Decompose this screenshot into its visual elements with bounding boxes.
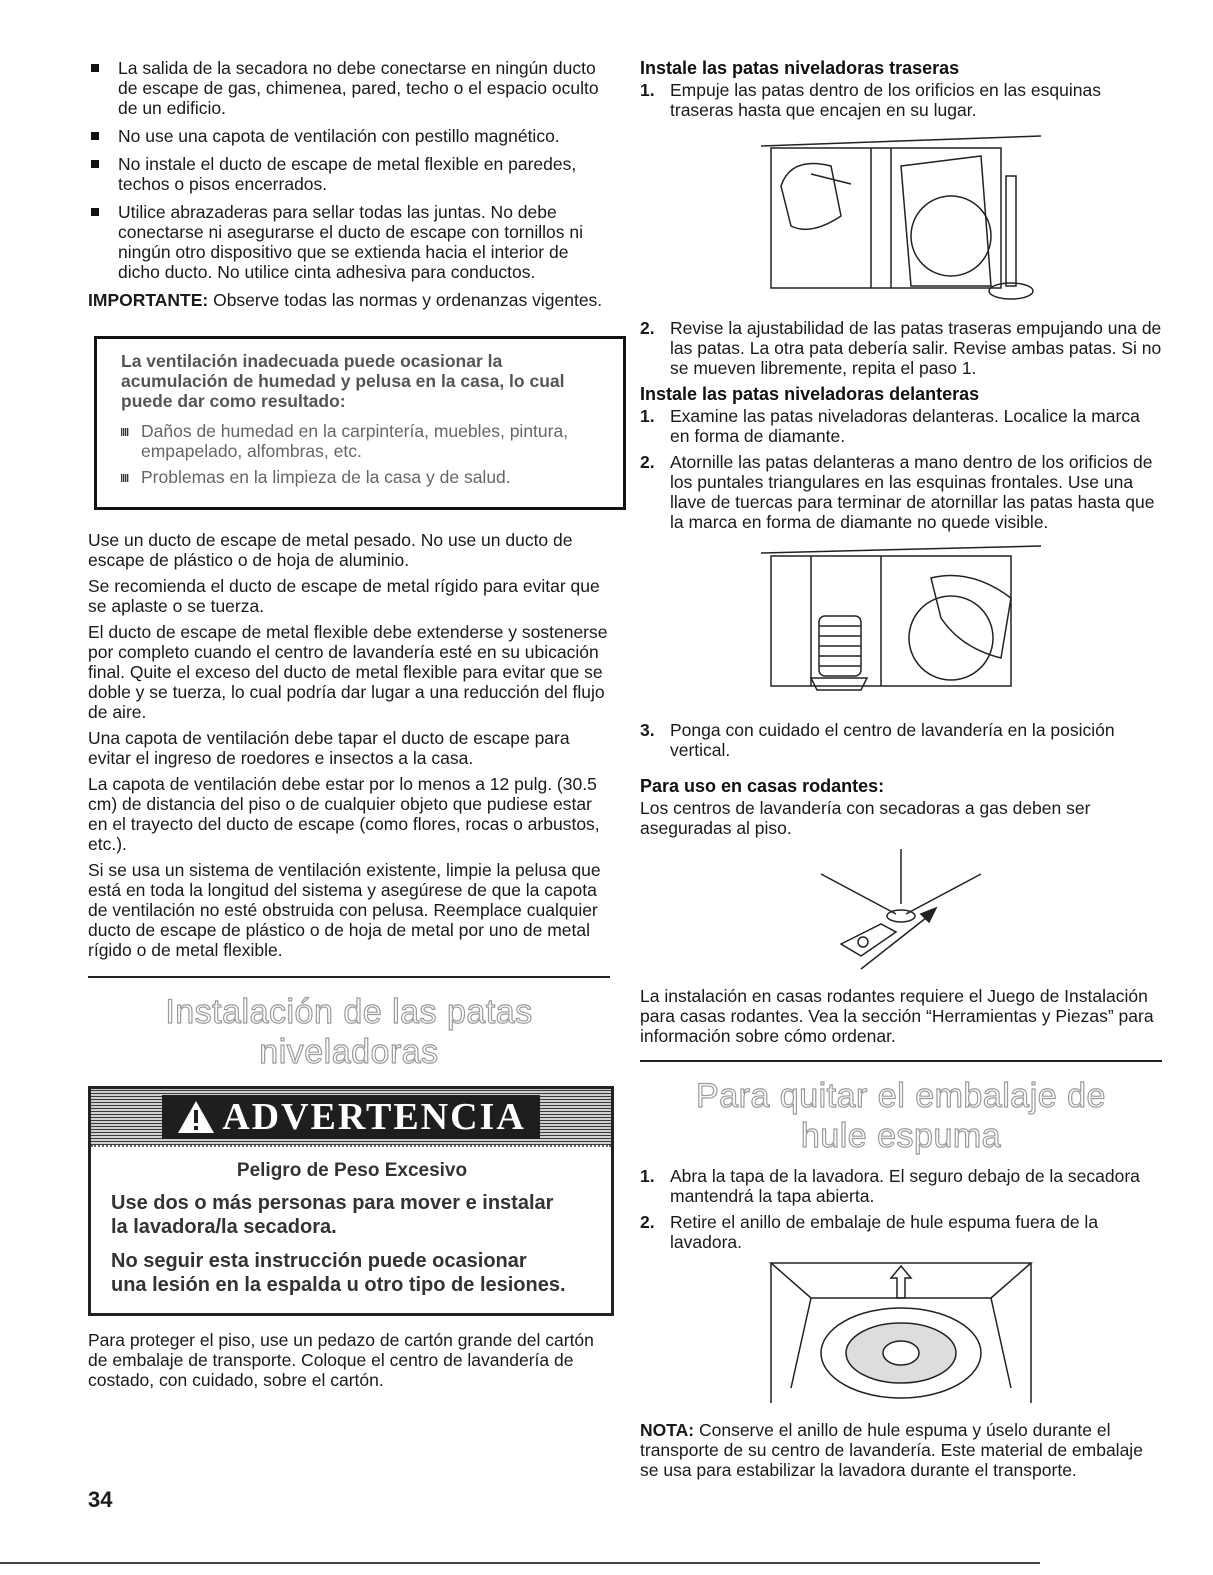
advertencia-box [88,1086,614,1316]
list-item: No use una capota de ventilación con pestillo magnético. [88,126,610,146]
warning-box-title: La ventilación inadecuada puede ocasionar la acumulación de humedad y pelusa en la casa, lo cual puede dar como resultado: [121,351,565,411]
importante-note [88,290,610,310]
list-item: 1. Empuje las patas dentro de los orificios en las esquinas traseras hasta que encajen en su lugar. [640,80,1101,120]
paragraph: La capota de ventilación debe estar por lo menos a 12 pulg. (30.5 cm) de distancia del piso o de cualquier objeto que pudiese estar en el trayecto del ducto de escape (como flores, rocas o arbustos, etc.). [88,774,600,854]
list-item: 1. Abra la tapa de la lavadora. El seguro debajo de la secadora mantendrá la tapa abierta. [640,1166,1140,1206]
footer-divider [0,1562,1040,1564]
warning-box-list [121,421,609,487]
hazard-line: No seguir esta instrucción puede ocasionar [111,1250,527,1272]
advertencia-title: ADVERTENCIA [222,1096,526,1138]
left-column [88,58,610,1396]
list-item: Utilice abrazaderas para sellar todas las juntas. No debe conectarse ni asegurarse el ducto de escape con tornillos ni ningún otro dispositivo que se extienda hacia el interior de dicho ducto. No utilice cinta adhesiva para conductos. [88,202,610,282]
paragraph: Si se usa un sistema de ventilación existente, limpie la pelusa que está en toda la longitud del sistema y asegúrese de que la capota de ventilación no esté obstruida con pelusa. Reemplace cualquier ducto de escape de plástico o de hoja de metal por uno de metal rígido o de metal flexible. [88,860,601,960]
paragraph: Los centros de lavandería con secadoras a gas deben ser aseguradas al piso. [640,798,1091,838]
paragraph: Para proteger el piso, use un pedazo de cartón grande del cartón de embalaje de transporte. Coloque el centro de lavandería de costado, con cuidado, sobre el cartón. [88,1330,594,1390]
list-item: La salida de la secadora no debe conectarse en ningún ducto de escape de gas, chimenea, pared, techo o el espacio oculto de un edificio. [88,58,610,118]
foam-removal-steps [640,1166,1162,1252]
mobile-home-kit-illustration [801,844,1001,974]
paragraph: Una capota de ventilación debe tapar el ducto de escape para evitar el ingreso de roedores e insectos a la casa. [88,728,570,768]
rear-legs-illustration [751,126,1051,306]
foam-ring-illustration [761,1258,1041,1408]
list-item: Daños de humedad en la carpintería, muebles, pintura, empapelado, alfombras, etc. [121,421,609,461]
list-item: 3. Ponga con cuidado el centro de lavandería en la posición vertical. [640,720,1115,760]
warning-triangle-icon [176,1099,216,1135]
list-item: 2. Atornille las patas delanteras a mano dentro de los orificios de los puntales triangulares en las esquinas frontales. Use una llave de tuercas para terminar de atornillar las patas hasta que la marca en forma de diamante no quede visible. [640,452,1155,532]
heading-rear-legs: Instale las patas niveladoras traseras [640,58,960,78]
hazard-title: Peligro de Peso Excesivo [236,1160,468,1181]
section-divider [88,976,610,978]
list-item: 2. Revise la ajustabilidad de las patas traseras empujando una de las patas. La otra pata debería salir. Revise ambas patas. Si no se mueven libremente, repita el paso 1. [640,318,1162,378]
importante-text: Observe todas las normas y ordenanzas vigentes. [208,290,603,310]
list-item: 2. Retire el anillo de embalaje de hule espuma fuera de la lavadora. [640,1212,1099,1252]
section-heading-foam-removal: Para quitar el embalaje de hule espuma [696,1077,1106,1155]
rear-legs-steps [640,80,1162,120]
hazard-line: Use dos o más personas para mover e instalar [111,1192,554,1214]
hazard-line: la lavadora/la secadora. [111,1216,337,1238]
nota-label: NOTA: [640,1420,695,1440]
nota-note: NOTA: Conserve el anillo de hule espuma y úselo durante el transporte de su centro de lavandería. Este material de embalaje se usa para estabilizar la lavadora durante el transporte. [640,1420,1143,1480]
paragraph: El ducto de escape de metal flexible debe extenderse y sostenerse por completo cuando el centro de lavandería esté en su ubicación final. Quite el exceso del ducto de metal flexible para evitar que se doble y se tuerza, lo cual podría dar lugar a una reducción del flujo de aire. [88,622,608,722]
advertencia-band [91,1089,611,1145]
paragraph: Se recomienda el ducto de escape de metal rígido para evitar que se aplaste o se tuerza. [88,576,600,616]
paragraph: La instalación en casas rodantes requiere el Juego de Instalación para casas rodantes. Vea la sección “Herramientas y Piezas” para información sobre cómo ordenar. [640,986,1154,1046]
front-legs-steps [640,406,1162,532]
heading-mobile-homes: Para uso en casas rodantes: [640,776,885,796]
section-divider [640,1060,1162,1062]
ventilation-warning-box [94,336,626,510]
front-legs-illustration [751,538,1051,708]
section-heading-leveling-legs: Instalación de las patas niveladoras [165,993,533,1071]
vent-rules-list [88,58,610,282]
paragraph: Use un ducto de escape de metal pesado. No use un ducto de escape de plástico o de hoja de aluminio. [88,530,573,570]
right-column [640,58,1162,1486]
hazard-line: una lesión en la espalda u otro tipo de lesiones. [111,1274,566,1296]
heading-front-legs: Instale las patas niveladoras delanteras [640,384,980,404]
list-item: Problemas en la limpieza de la casa y de salud. [121,467,609,487]
importante-label: IMPORTANTE: [88,290,209,310]
page-number: 34 [88,1487,113,1512]
list-item: No instale el ducto de escape de metal flexible en paredes, techos o pisos encerrados. [88,154,610,194]
list-item: 1. Examine las patas niveladoras delanteras. Localice la marca en forma de diamante. [640,406,1140,446]
